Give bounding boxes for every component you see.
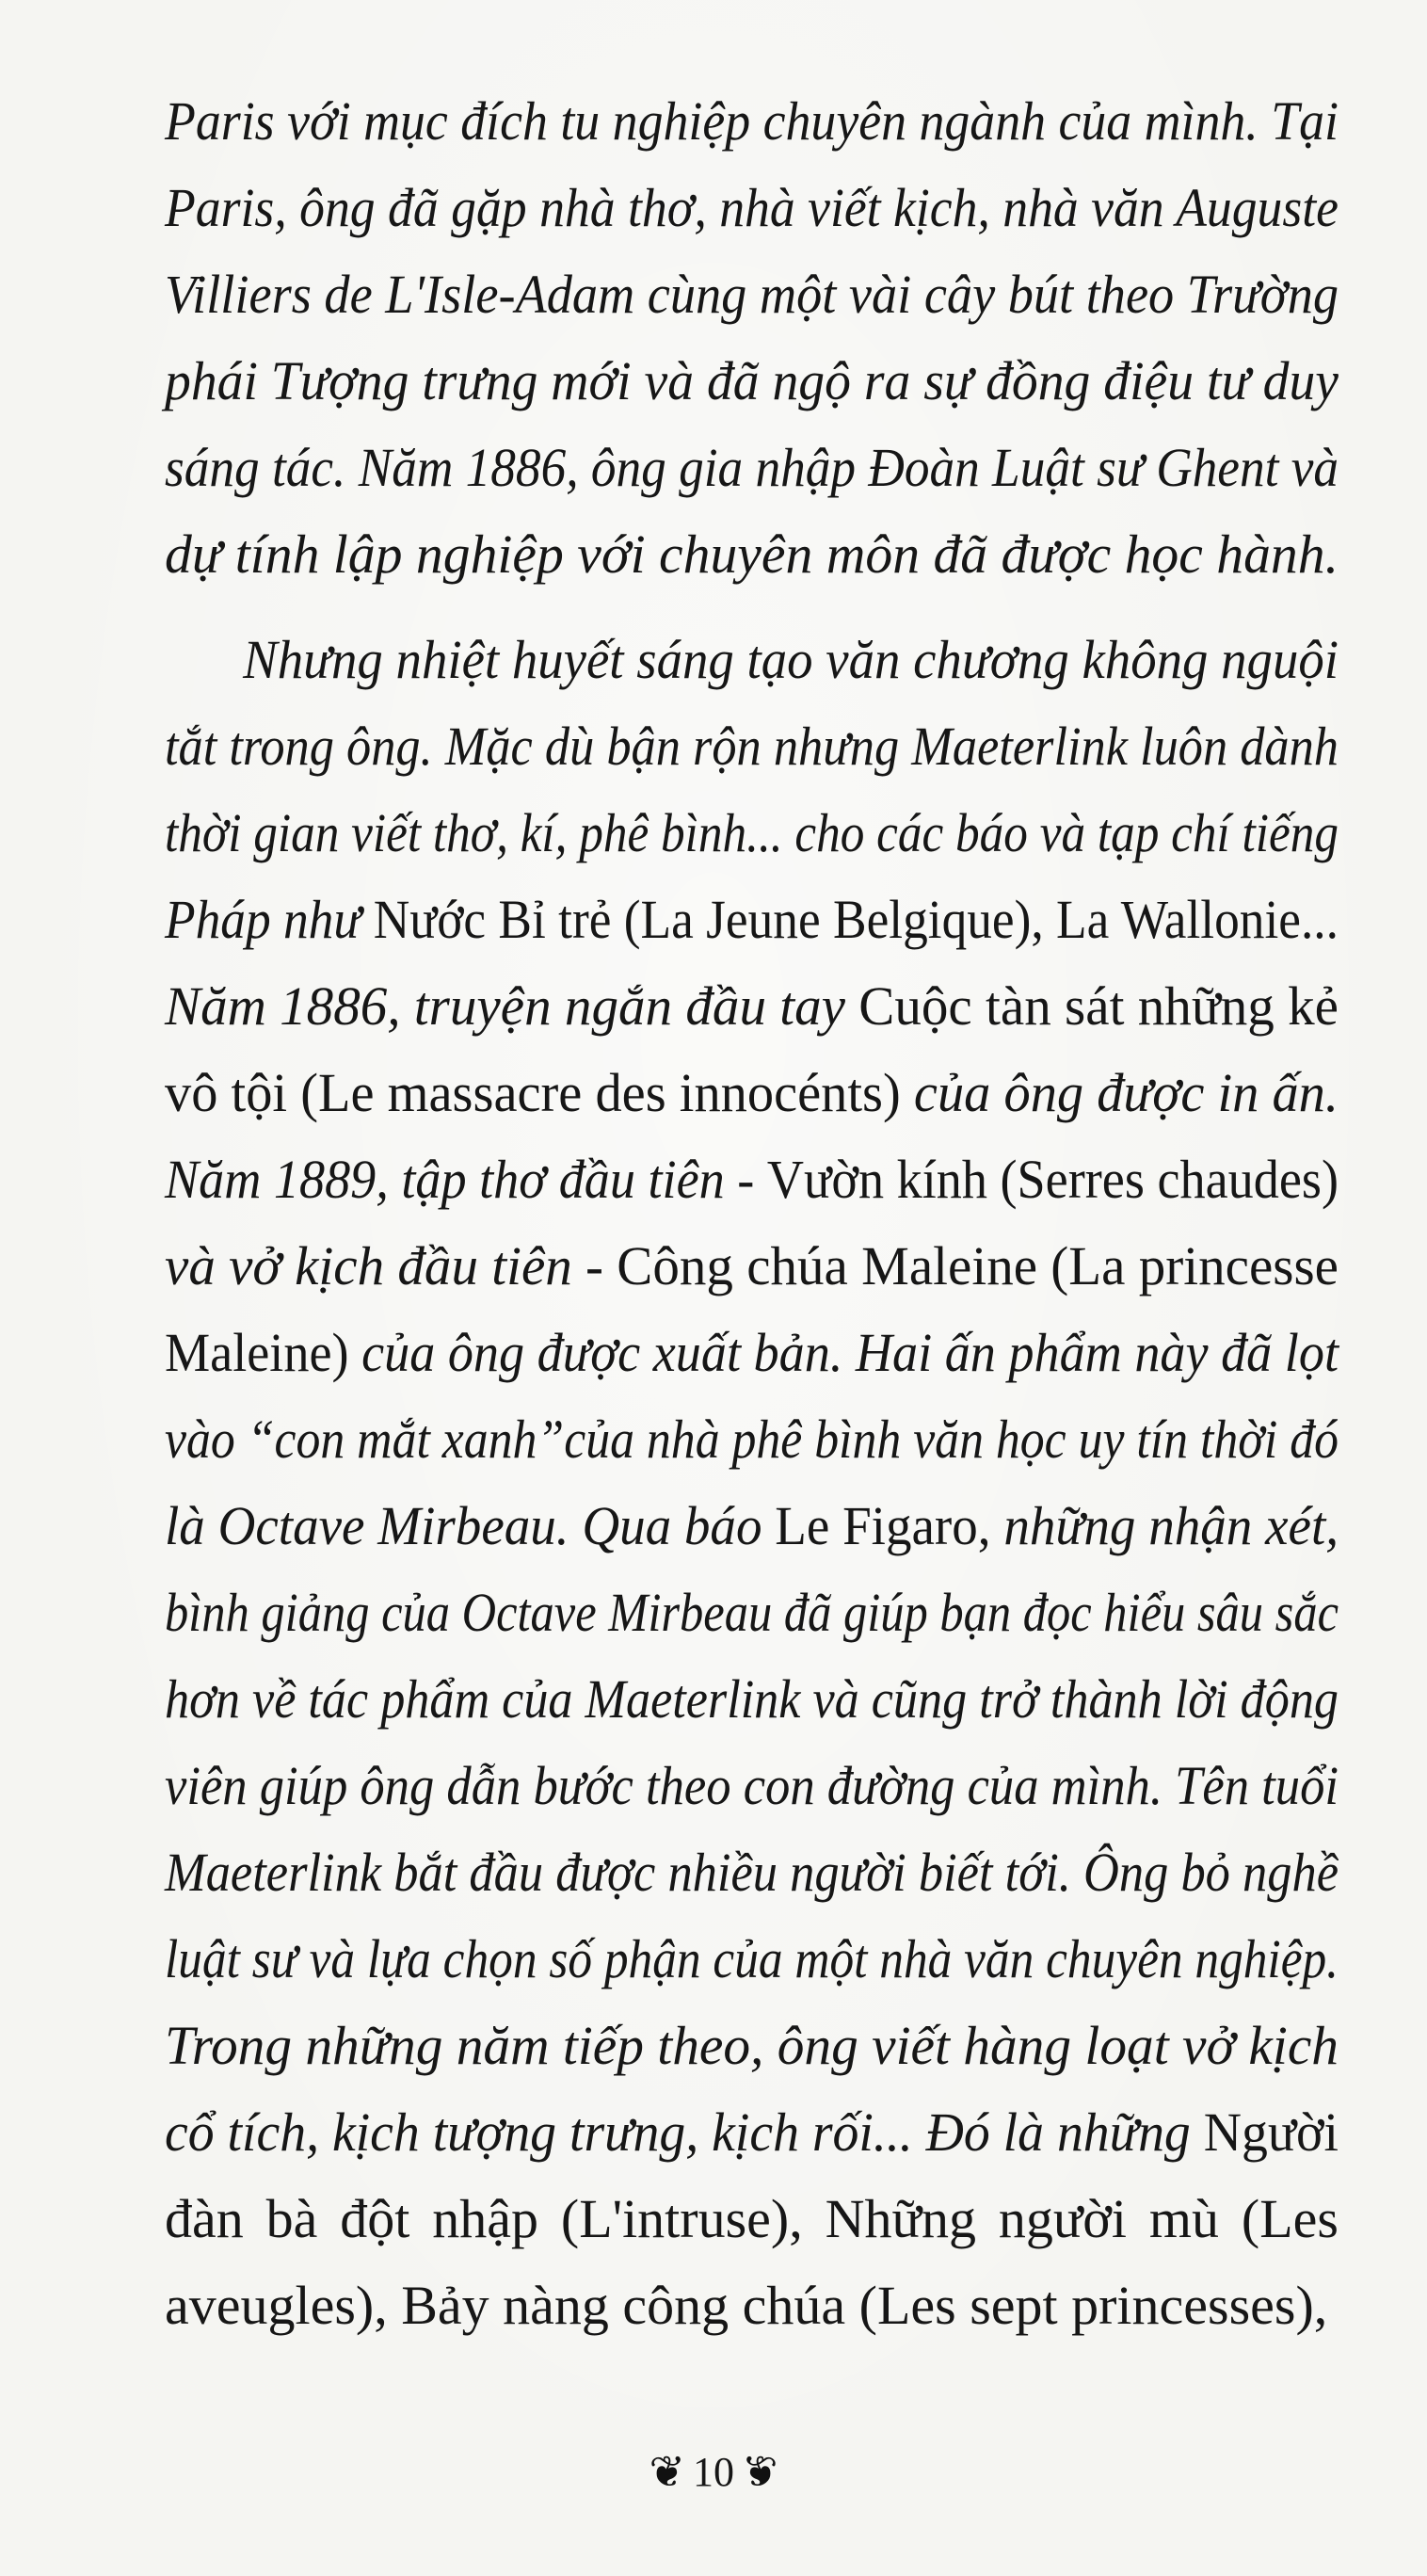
text-line [165,1570,1339,1656]
title-text: Le Figaro, [775,1495,1004,1556]
italic-text: tắt trong ông. Mặc dù bận rộn nhưng Maeterlink luôn dành [165,716,1339,777]
italic-text: vào “con mắt xanh”của nhà phê bình văn học uy tín thời đó [165,1409,1339,1470]
text-line [165,338,1339,425]
text-line [165,2089,1339,2176]
text-line [165,1656,1339,1743]
italic-text: thời gian viết thơ, kí, phê bình... cho các báo và tạp chí tiếng [165,802,1339,863]
text-line [165,251,1339,338]
text-line [165,1396,1339,1483]
floral-ornament-icon: ❦ [742,2447,778,2496]
text-line [165,2176,1339,2262]
paragraph [165,78,1339,598]
title-text: aveugles), Bảy nàng công chúa (Les sept princesses), [165,2275,1328,2336]
italic-text: và vở kịch đầu tiên - [165,1235,617,1296]
floral-ornament-icon: ❦ [649,2447,685,2496]
text-line [165,511,1339,598]
italic-text: Paris với mục đích tu nghiệp chuyên ngành của mình. Tại [165,90,1339,152]
title-text: Công chúa Maleine (La princesse [617,1235,1339,1296]
text-line [165,165,1339,251]
italic-text: của ông được in ấn. [913,1062,1339,1123]
text-line [165,877,1339,963]
italic-text: Năm 1886, truyện ngắn đầu tay [165,975,859,1037]
text-line [165,1829,1339,1916]
page-number: 10 [693,2448,734,2495]
paragraph-gap [165,598,1339,617]
text-line [165,1223,1339,1310]
text-line [165,1483,1339,1570]
italic-text: hơn về tác phẩm của Maeterlink và cũng trở thành lời động [165,1668,1339,1730]
text-line [165,2003,1339,2089]
title-text: Cuộc tàn sát những kẻ [858,975,1339,1037]
text-line [165,1050,1339,1136]
italic-text: bình giảng của Octave Mirbeau đã giúp bạn đọc hiểu sâu sắc [165,1582,1339,1643]
italic-text: cổ tích, kịch tượng trưng, kịch rối... Đó là những [165,2101,1204,2163]
italic-text: Pháp như [165,889,374,950]
italic-text: phái Tượng trưng mới và đã ngộ ra sự đồng điệu tư duy [165,350,1339,411]
text-line [165,1136,1339,1223]
text-line [165,790,1339,877]
paragraph [165,617,1339,2349]
italic-text: Villiers de L'Isle-Adam cùng một vài cây bút theo Trường [165,264,1339,325]
text-line [165,703,1339,790]
italic-text: Trong những năm tiếp theo, ông viết hàng loạt vở kịch [165,2015,1339,2076]
italic-text: Năm 1889, tập thơ đầu tiên - [165,1149,767,1210]
title-text: đàn bà đột nhập (L'intruse), Những người mù (Les [165,2188,1339,2249]
title-text: Người [1203,2101,1339,2163]
text-line [165,425,1339,511]
italic-text: viên giúp ông dẫn bước theo con đường của mình. Tên tuổi [165,1755,1339,1816]
title-text: vô tội (Le massacre des innocénts) [165,1062,914,1123]
italic-text: những nhận xét, [1003,1495,1339,1556]
text-line [165,1310,1339,1396]
page-footer [0,2439,1427,2503]
italic-text: Maeterlink bắt đầu được nhiều người biết tới. Ông bỏ nghề [165,1842,1339,1903]
title-text: Vườn kính (Serres chaudes) [766,1149,1339,1210]
text-line [165,78,1339,165]
italic-text: Paris, ông đã gặp nhà thơ, nhà viết kịch, nhà văn Auguste [165,177,1339,238]
text-line [165,617,1417,703]
text-line [165,2262,1339,2349]
text-line [165,1743,1339,1829]
text-line [165,1916,1339,2003]
title-text: Nước Bỉ trẻ (La Jeune Belgique), La Wallonie... [373,889,1339,950]
italic-text: dự tính lập nghiệp với chuyên môn đã được học hành. [165,523,1339,585]
book-body-text [165,78,1339,2349]
italic-text: của ông được xuất bản. Hai ấn phẩm này đã lọt [361,1322,1339,1383]
title-text: Maleine) [165,1322,362,1383]
text-line [165,963,1339,1050]
italic-text: luật sư và lựa chọn số phận của một nhà văn chuyên nghiệp. [165,1928,1339,1989]
italic-text: là Octave Mirbeau. Qua báo [165,1495,776,1556]
italic-text: sáng tác. Năm 1886, ông gia nhập Đoàn Luật sư Ghent và [165,437,1339,498]
italic-text: Nhưng nhiệt huyết sáng tạo văn chương không nguội [243,629,1339,690]
